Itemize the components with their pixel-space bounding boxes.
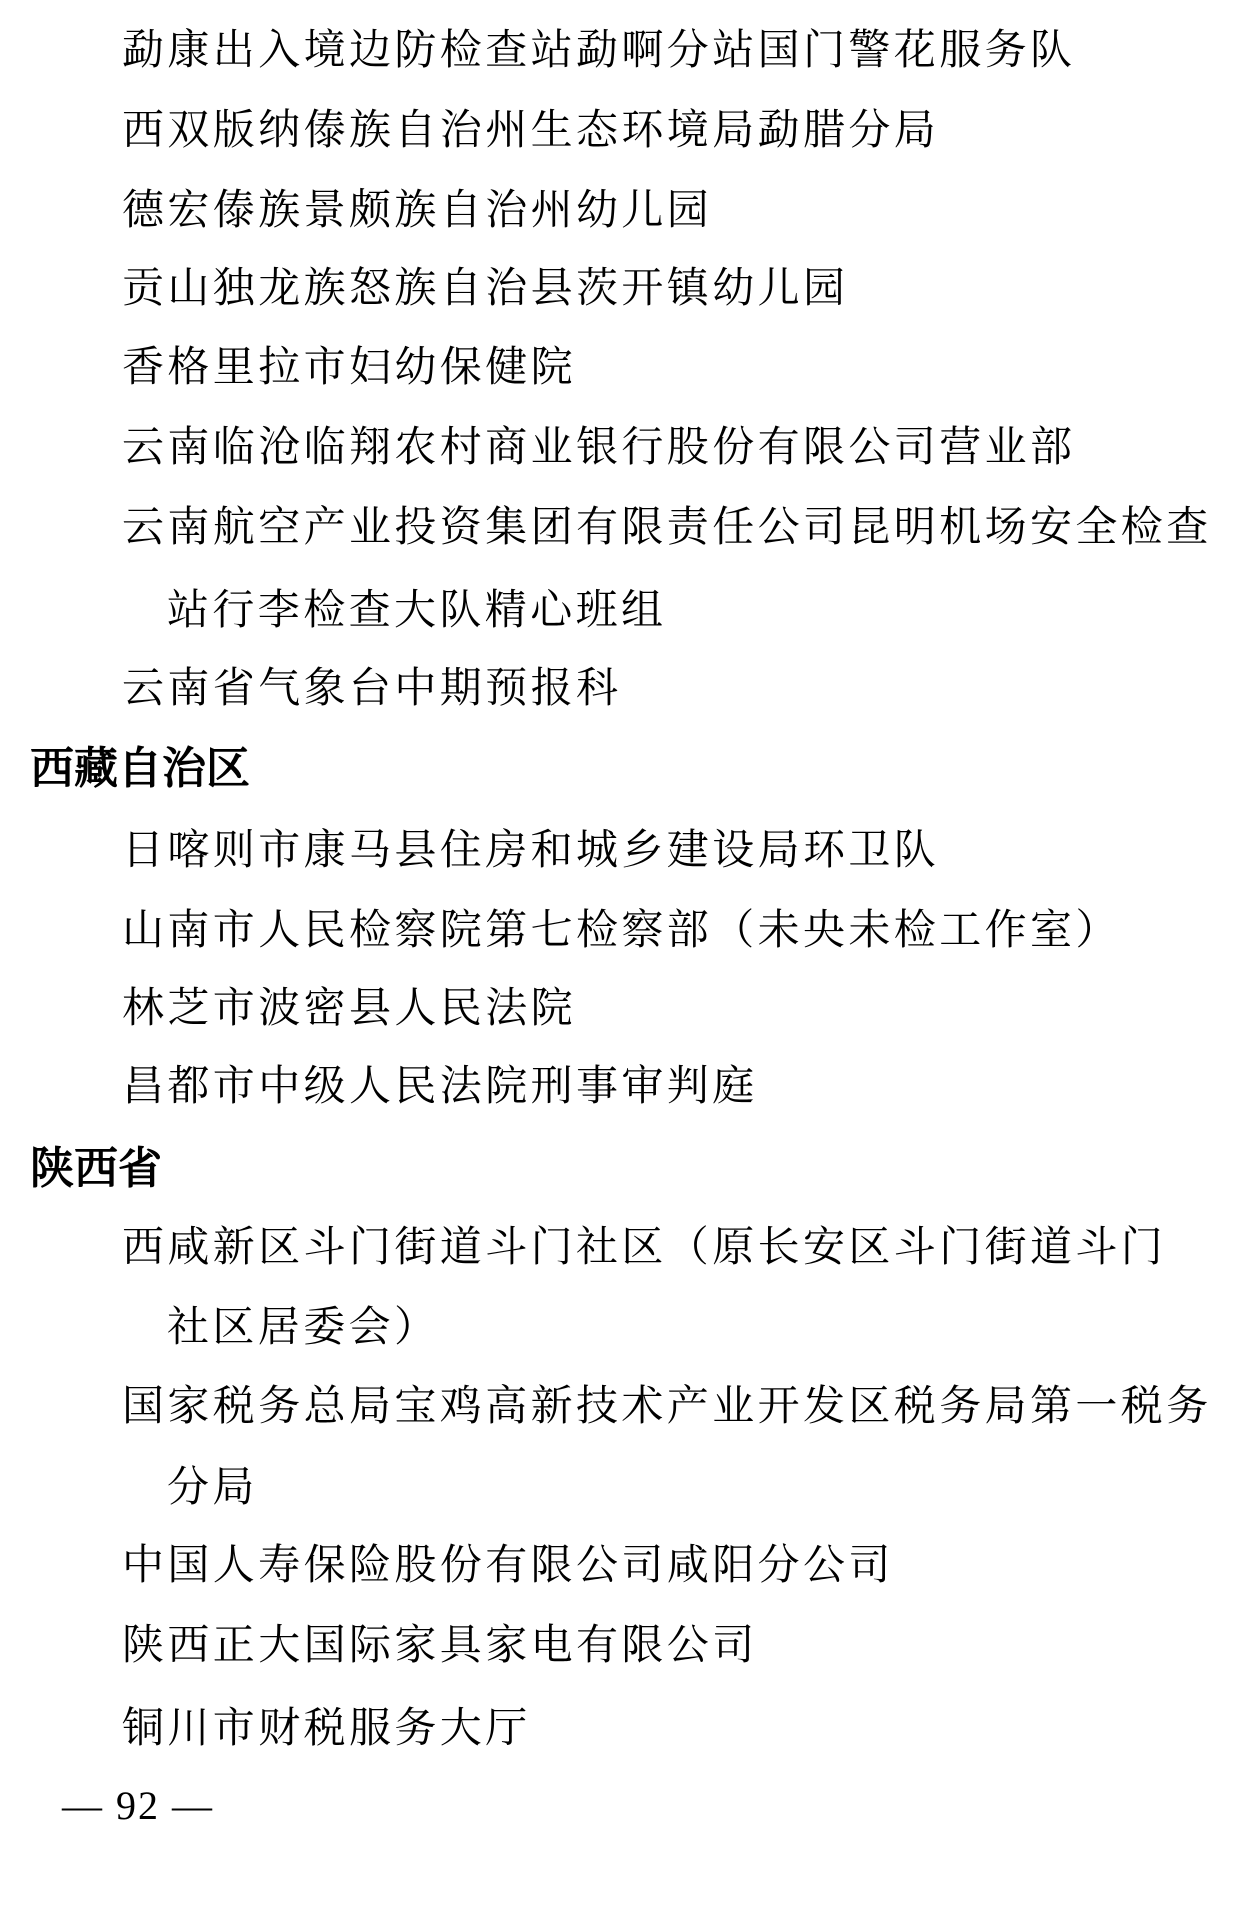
org-entry-line: 云南省气象台中期预报科 bbox=[122, 666, 622, 712]
org-entry-line: 云南临沧临翔农村商业银行股份有限公司营业部 bbox=[122, 425, 1076, 471]
org-entry-line: 国家税务总局宝鸡高新技术产业开发区税务局第一税务 bbox=[122, 1384, 1212, 1430]
org-entry-line: 云南航空产业投资集团有限责任公司昆明机场安全检查 bbox=[122, 505, 1212, 551]
province-heading-xizang: 西藏自治区 bbox=[30, 744, 250, 793]
org-entry-line: 德宏傣族景颇族自治州幼儿园 bbox=[122, 188, 713, 234]
org-entry-continuation-line: 社区居委会） bbox=[167, 1305, 440, 1351]
province-heading-shaanxi: 陕西省 bbox=[30, 1144, 162, 1193]
org-entry-line: 山南市人民检察院第七检察部（未央未检工作室） bbox=[122, 908, 1121, 954]
org-entry-line: 中国人寿保险股份有限公司咸阳分公司 bbox=[122, 1543, 894, 1589]
org-entry-line: 西双版纳傣族自治州生态环境局勐腊分局 bbox=[122, 108, 940, 154]
org-entry-line: 贡山独龙族怒族自治县茨开镇幼儿园 bbox=[122, 266, 849, 312]
org-entry-line: 香格里拉市妇幼保健院 bbox=[122, 345, 577, 391]
org-entry-line: 昌都市中级人民法院刑事审判庭 bbox=[122, 1064, 758, 1110]
org-entry-continuation-line: 分局 bbox=[167, 1465, 258, 1511]
page-number: — 92 — bbox=[62, 1783, 214, 1828]
org-entry-line: 铜川市财税服务大厅 bbox=[122, 1706, 531, 1752]
org-entry-line: 林芝市波密县人民法院 bbox=[122, 986, 577, 1032]
org-entry-line: 勐康出入境边防检查站勐啊分站国门警花服务队 bbox=[122, 28, 1076, 74]
org-entry-continuation-line: 站行李检查大队精心班组 bbox=[167, 588, 667, 634]
org-entry-line: 西咸新区斗门街道斗门社区（原长安区斗门街道斗门 bbox=[122, 1225, 1167, 1271]
org-entry-line: 陕西正大国际家具家电有限公司 bbox=[122, 1623, 758, 1669]
org-entry-line: 日喀则市康马县住房和城乡建设局环卫队 bbox=[122, 828, 940, 874]
